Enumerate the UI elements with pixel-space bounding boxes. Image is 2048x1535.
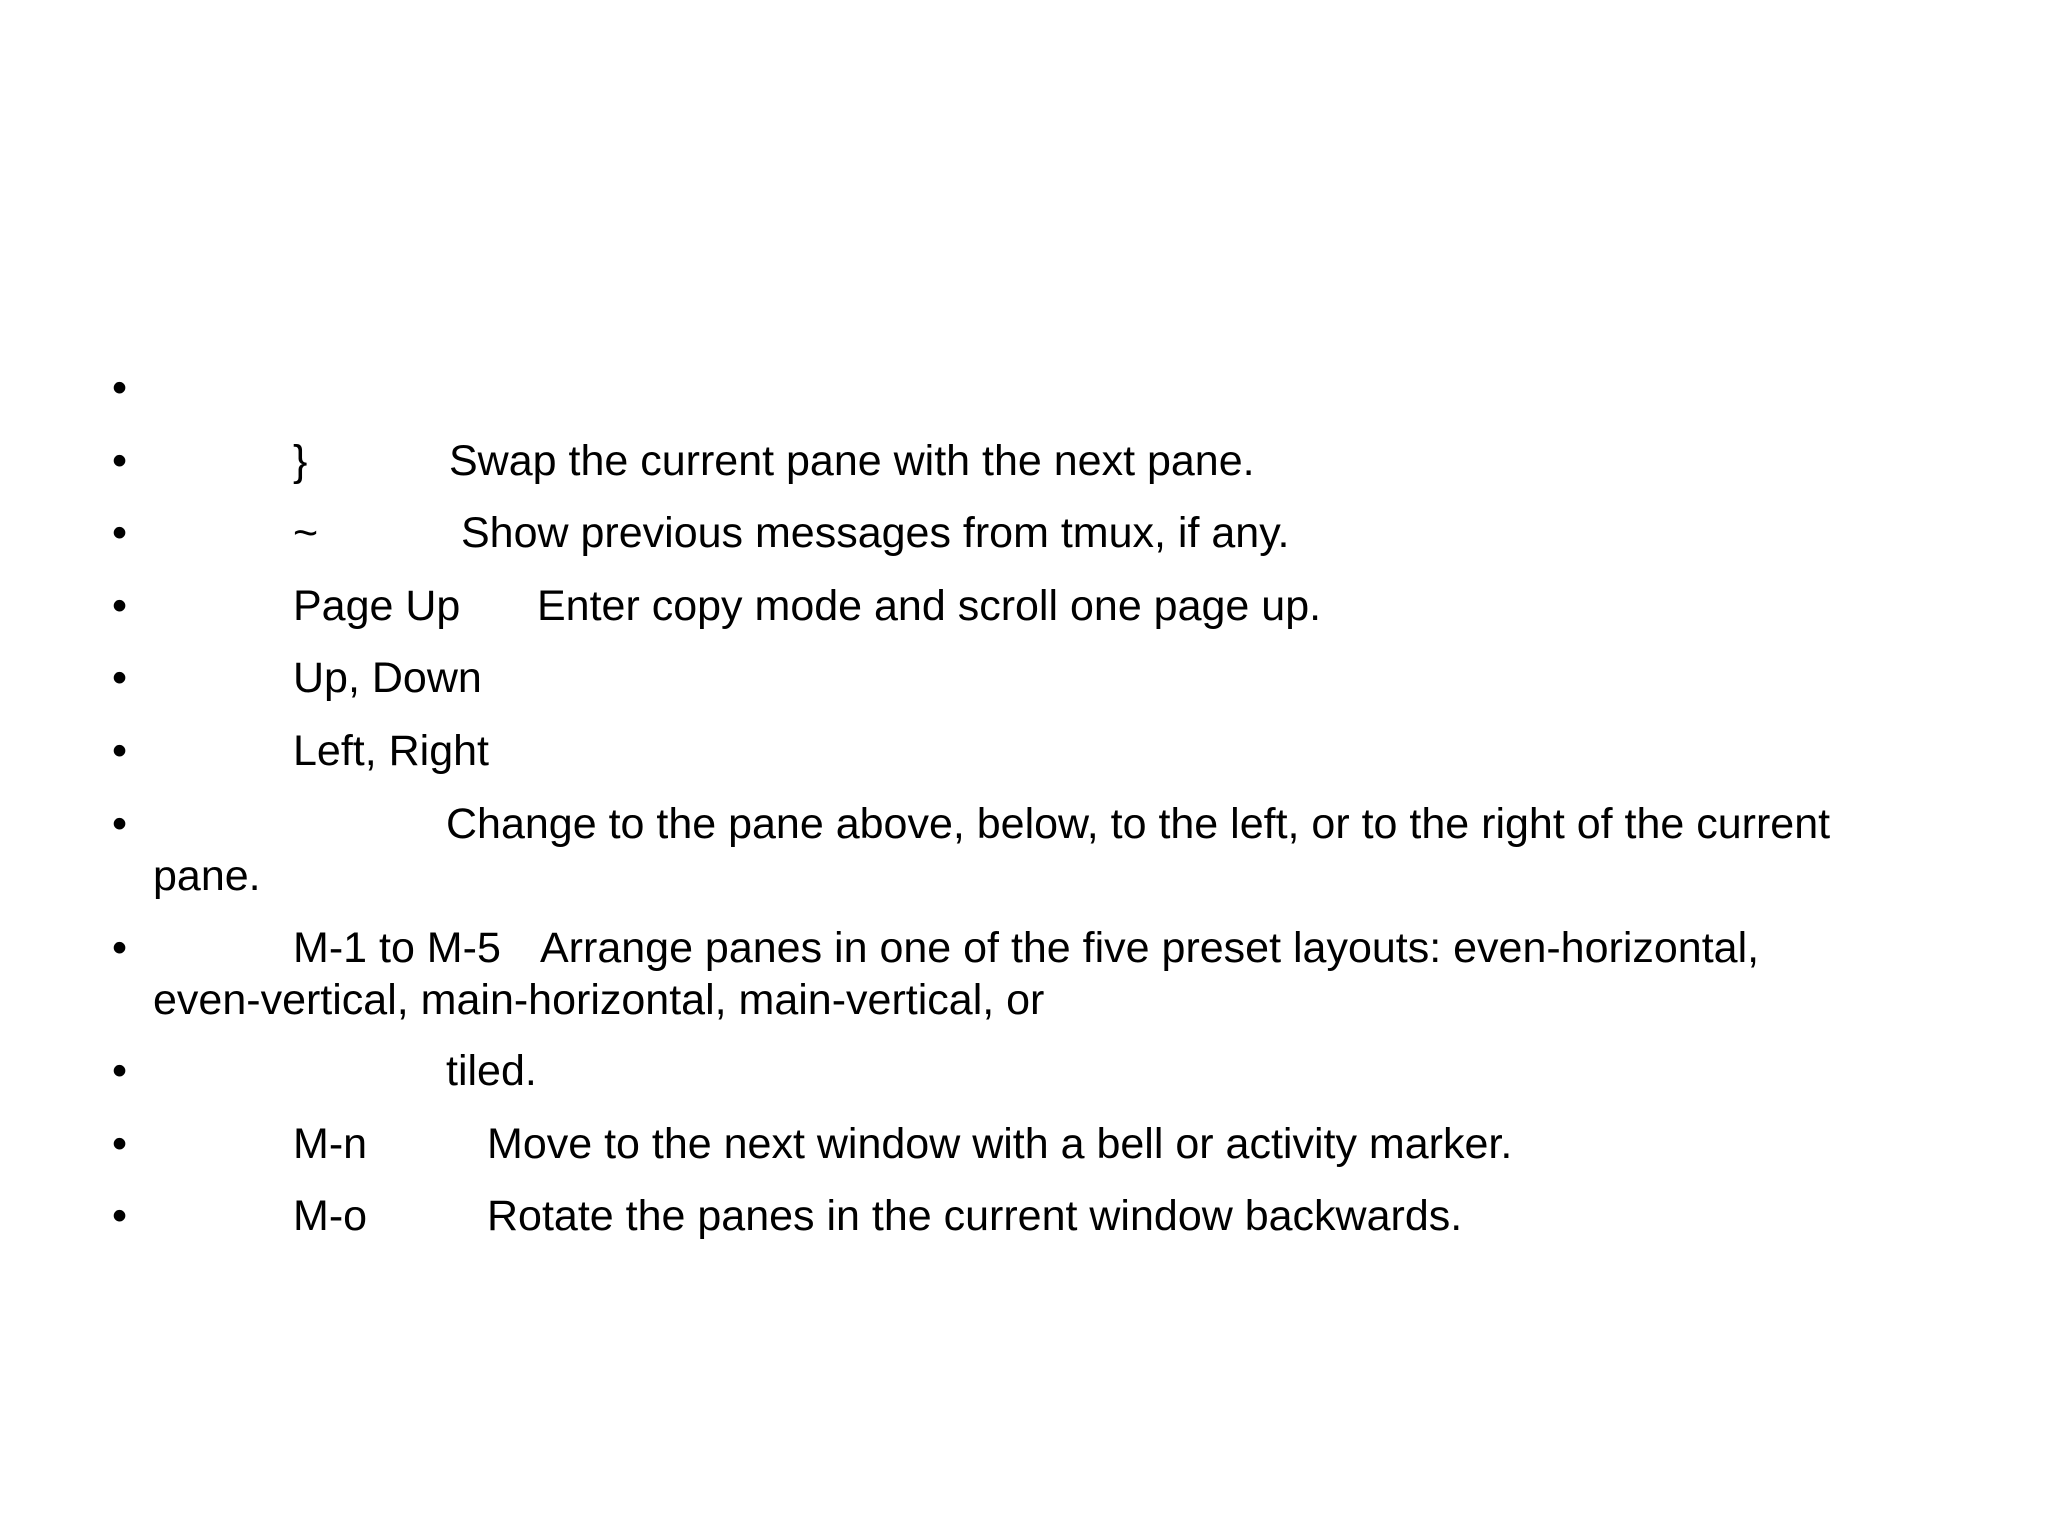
bullet-icon: •	[112, 924, 128, 972]
shortcut-description: Change to the pane above, below, to the left, or to the right of the current	[446, 800, 1831, 848]
shortcut-key: M-1 to M-5	[293, 924, 501, 972]
bullet-icon: •	[112, 582, 128, 630]
bullet-icon: •	[112, 1192, 128, 1240]
list-item	[0, 922, 2048, 1026]
bullet-icon: •	[112, 364, 128, 412]
shortcut-key: M-o	[293, 1192, 368, 1240]
shortcut-key: Page Up	[293, 582, 461, 630]
bullet-icon: •	[112, 1120, 128, 1168]
shortcut-description: Move to the next window with a bell or activity marker.	[487, 1120, 1513, 1168]
shortcut-description: tiled.	[446, 1047, 537, 1095]
bullet-icon: •	[112, 437, 128, 485]
shortcut-key: M-n	[293, 1120, 368, 1168]
bullet-icon: •	[112, 727, 128, 775]
shortcut-description-continued: even-vertical, main-horizontal, main-vertical, or	[153, 976, 1045, 1024]
bullet-icon: •	[112, 654, 128, 702]
shortcut-key: ~	[293, 509, 319, 557]
shortcut-description: Swap the current pane with the next pane.	[449, 437, 1255, 485]
shortcut-description-continued: pane.	[153, 852, 261, 900]
shortcut-description: Show previous messages from tmux, if any.	[461, 509, 1290, 557]
shortcut-key: }	[293, 437, 308, 485]
shortcut-description: Enter copy mode and scroll one page up.	[537, 582, 1322, 630]
shortcut-description: Rotate the panes in the current window backwards.	[487, 1192, 1463, 1240]
bullet-icon: •	[112, 509, 128, 557]
list-item	[0, 798, 2048, 902]
shortcut-key: Up, Down	[293, 654, 482, 702]
shortcut-description: Arrange panes in one of the five preset layouts: even-horizontal,	[540, 924, 1760, 972]
bullet-icon: •	[112, 800, 128, 848]
bullet-icon: •	[112, 1047, 128, 1095]
shortcut-key: Left, Right	[293, 727, 489, 775]
